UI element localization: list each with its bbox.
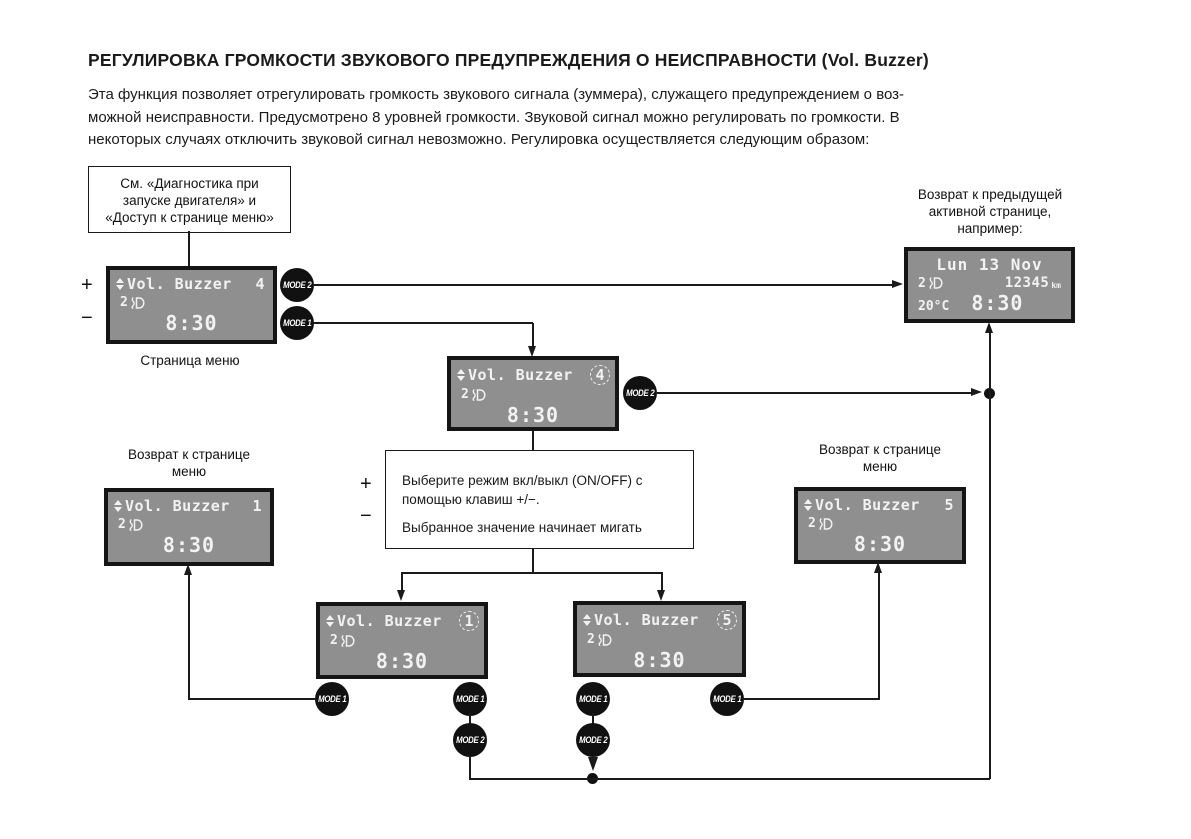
- gear-indicator: 2: [330, 633, 338, 648]
- mode2-button: MODE 2: [623, 376, 657, 410]
- lcd-clock: 8:30: [971, 291, 1024, 315]
- reference-box: [88, 166, 291, 233]
- lcd-menu-value: 4: [255, 275, 265, 293]
- connector-line: [532, 548, 534, 573]
- mode2-button: MODE 2: [576, 723, 610, 757]
- return-menu-right-label: Возврат к странице меню: [818, 442, 942, 474]
- gear-indicator: 2: [587, 632, 595, 647]
- lcd-clock: 8:30: [506, 403, 560, 427]
- blinking-value: 1: [459, 611, 479, 631]
- gear-indicator: 2: [118, 517, 126, 532]
- lcd-level-1-blinking: Vol. Buzzer 1 2 8:30: [316, 602, 488, 679]
- intro-paragraph: [88, 84, 904, 152]
- connector-line: [188, 698, 315, 700]
- connector-line: [989, 333, 991, 779]
- up-down-arrows-icon: [457, 369, 465, 381]
- gear-indicator: 2: [918, 275, 926, 291]
- gear-indicator: 2: [120, 295, 128, 310]
- up-down-arrows-icon: [116, 278, 124, 290]
- menu-page-label: Страница меню: [140, 353, 240, 368]
- connector-line: [878, 573, 880, 699]
- connector-line: [401, 573, 403, 591]
- reference-box-line: См. «Диагностика при: [120, 176, 259, 191]
- reference-box-line: запуске двигателя» и: [122, 193, 257, 208]
- odometer-unit: km: [1051, 281, 1061, 290]
- arrow-up-icon: [184, 564, 192, 575]
- arrow-down-icon: [397, 590, 405, 601]
- lcd-date: Lun 13 Nov: [936, 255, 1043, 274]
- mode2-button: MODE 2: [453, 723, 487, 757]
- arrow-right-icon: [892, 280, 903, 288]
- fog-light-icon: [928, 277, 943, 289]
- blinking-value: 5: [717, 610, 737, 630]
- lcd-home-page: [904, 247, 1075, 323]
- connector-line: [744, 698, 880, 700]
- arrow-down-icon: [657, 590, 665, 601]
- up-down-arrows-icon: [326, 615, 334, 627]
- fog-light-icon: [128, 519, 143, 531]
- fog-light-icon: [340, 635, 355, 647]
- odometer-value: 12345: [1004, 275, 1050, 291]
- fog-light-icon: [471, 389, 486, 401]
- mode1-button: MODE 1: [576, 682, 610, 716]
- mode1-button: MODE 1: [280, 306, 314, 340]
- intro-line: можной неисправности. Предусмотрено 8 уровней громкости. Звуковой сигнал можно регулировать по громкости. В: [88, 108, 900, 126]
- mode1-button: MODE 1: [710, 682, 744, 716]
- lcd-menu-title: Vol. Buzzer: [127, 275, 232, 293]
- instruction-box: [385, 450, 694, 549]
- page-title: РЕГУЛИРОВКА ГРОМКОСТИ ЗВУКОВОГО ПРЕДУПРЕЖДЕНИЯ О НЕИСПРАВНОСТИ (Vol. Buzzer): [88, 50, 929, 70]
- minus-key-label: −: [360, 505, 372, 527]
- instruction-para2: Выбранное значение начинает мигать: [402, 520, 642, 535]
- connector-line: [532, 323, 534, 347]
- connector-line: [657, 392, 971, 394]
- up-down-arrows-icon: [804, 499, 812, 511]
- arrow-right-icon: [971, 388, 982, 396]
- mode2-button: MODE 2: [280, 268, 314, 302]
- return-menu-left-label: Возврат к странице меню: [127, 447, 251, 479]
- lcd-clock: 8:30: [853, 532, 907, 556]
- gear-indicator: 2: [461, 387, 469, 402]
- arrow-down-icon: [588, 757, 598, 771]
- lcd-level-1-set: Vol. Buzzer 1 2 8:30: [104, 488, 274, 566]
- plus-key-label: +: [81, 274, 93, 296]
- connector-line: [661, 573, 663, 591]
- gear-indicator: 2: [808, 516, 816, 531]
- temperature-value: 20°C: [918, 299, 950, 314]
- up-down-arrows-icon: [583, 614, 591, 626]
- lcd-level-5-set: Vol. Buzzer 5 2 8:30: [794, 487, 966, 564]
- connector-line: [469, 757, 471, 779]
- arrow-up-icon: [874, 562, 882, 573]
- intro-line: Эта функция позволяет отрегулировать громкость звукового сигнала (зуммера), служащего предупреждением о воз-: [88, 86, 905, 103]
- up-down-arrows-icon: [114, 500, 122, 512]
- arrow-up-icon: [985, 322, 993, 333]
- lcd-level-5-blinking: Vol. Buzzer 5 2 8:30: [573, 601, 746, 677]
- fog-light-icon: [597, 634, 612, 646]
- lcd-clock: 8:30: [633, 648, 686, 672]
- reference-box-line: «Доступ к странице меню»: [105, 210, 274, 225]
- lcd-selected-level: Vol. Buzzer 4 2 8:30: [447, 356, 619, 431]
- lcd-menu-page: [106, 266, 277, 344]
- lcd-clock: 8:30: [162, 533, 216, 557]
- instruction-para1: Выберите режим вкл/выкл (ON/OFF) с помощью клавиш +/−.: [402, 473, 643, 507]
- intro-line: некоторых случаях отключить звуковой сигнал невозможно. Регулировка осуществляется следующим образом:: [88, 131, 870, 148]
- plus-key-label: +: [360, 473, 372, 495]
- connector-line: [314, 322, 533, 324]
- mode1-button: MODE 1: [315, 682, 349, 716]
- connector-line: [314, 284, 892, 286]
- return-previous-label: Возврат к предыдущей активной странице, например:: [917, 187, 1063, 236]
- connector-line: [532, 431, 534, 451]
- minus-key-label: −: [81, 307, 93, 329]
- fog-light-icon: [130, 297, 145, 309]
- lcd-clock: 8:30: [375, 649, 429, 673]
- connector-line: [469, 778, 990, 780]
- connector-line: [401, 572, 663, 574]
- mode1-button: MODE 1: [453, 682, 487, 716]
- connector-line: [188, 231, 190, 267]
- fog-light-icon: [818, 518, 833, 530]
- connector-line: [188, 575, 190, 699]
- lcd-clock: 8:30: [165, 311, 218, 335]
- blinking-value: 4: [590, 365, 610, 385]
